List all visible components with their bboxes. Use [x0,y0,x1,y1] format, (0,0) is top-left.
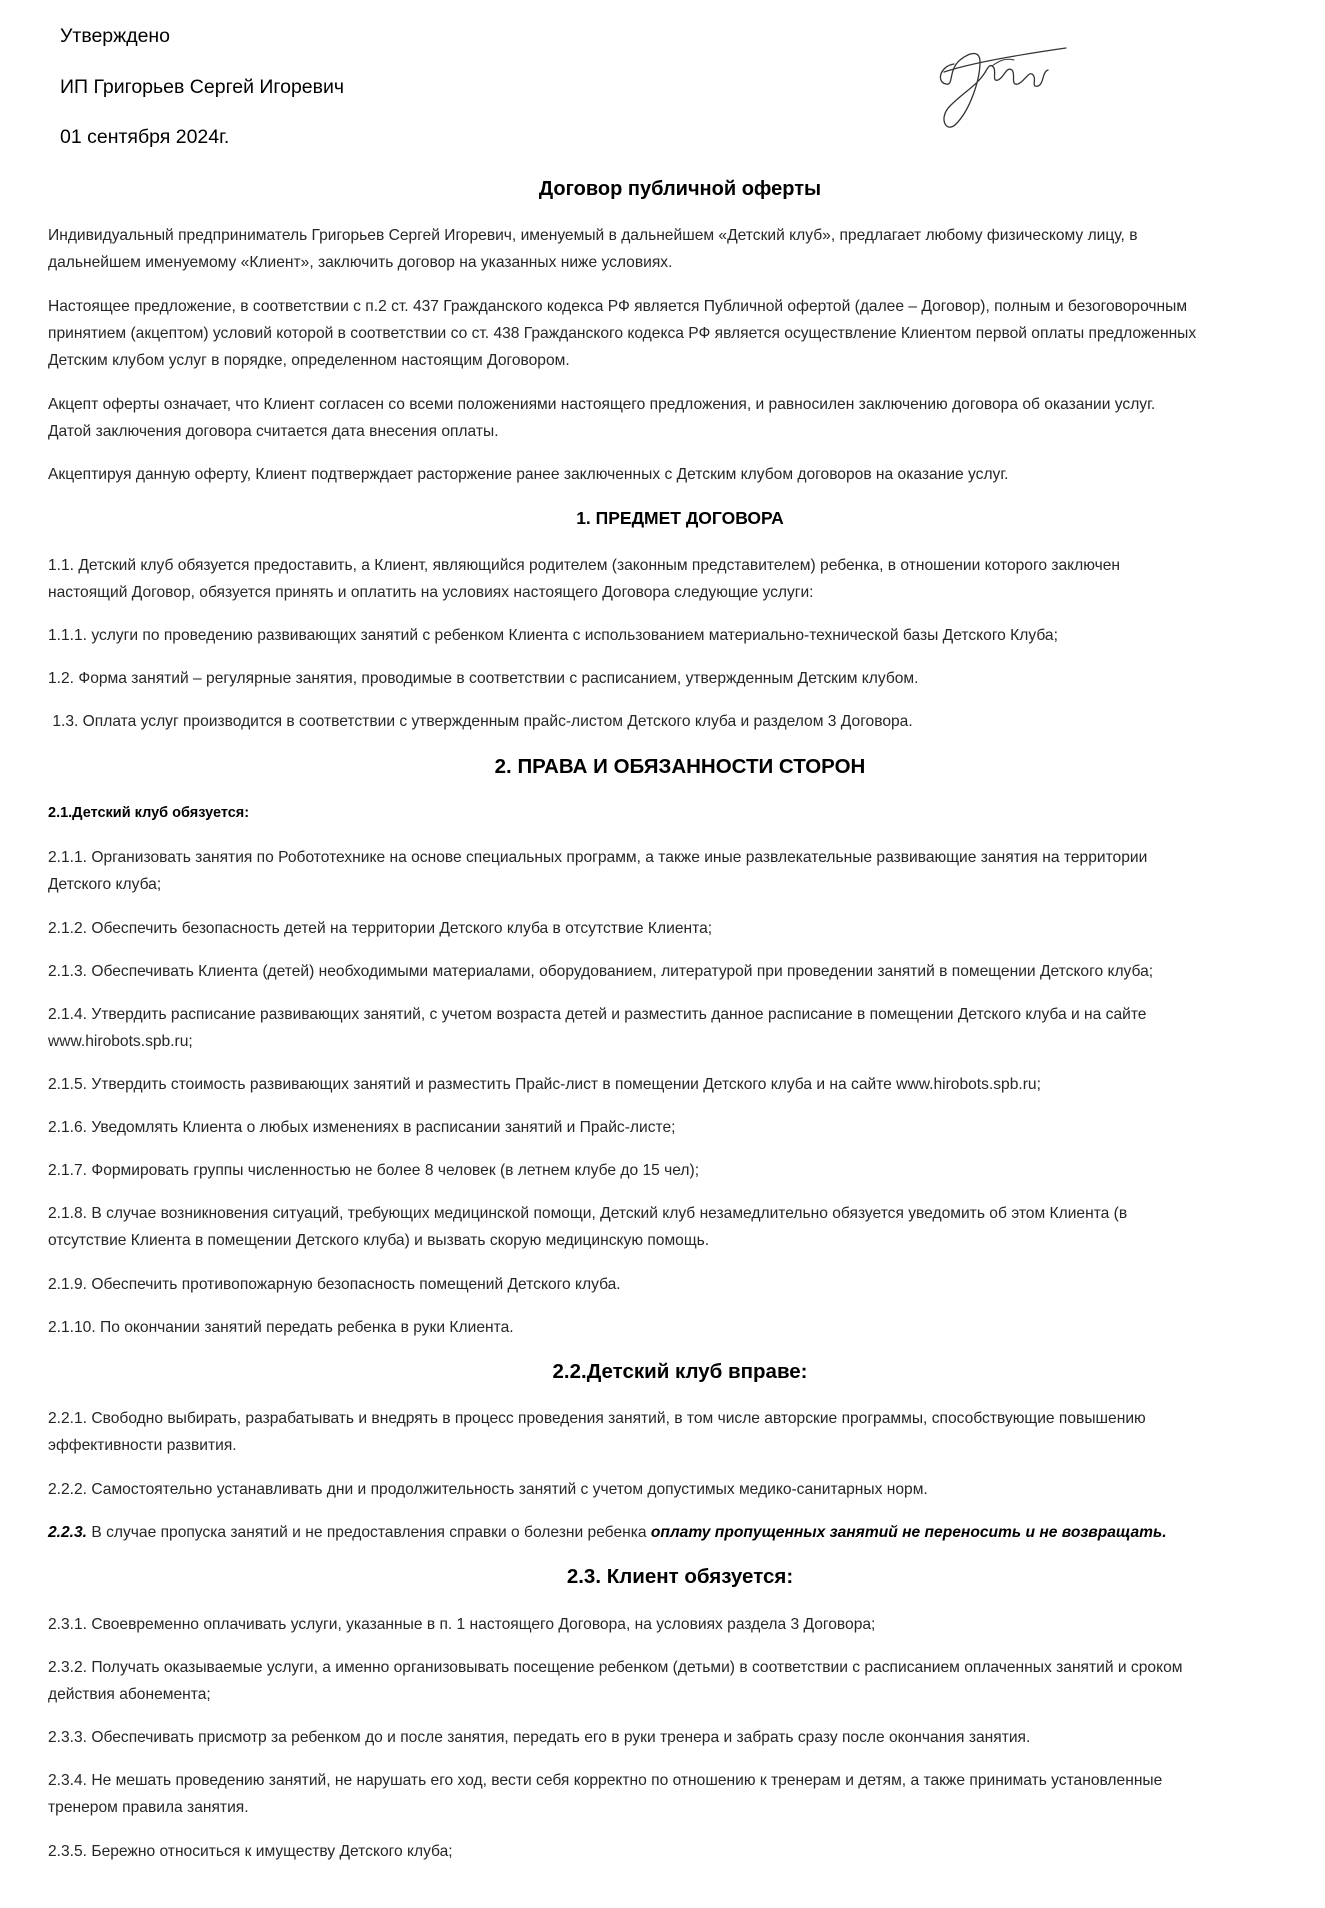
text-line: отсутствие Клиента в помещении Детского клуба) и вызвать скорую медицинскую помощь. [48,1232,710,1249]
text-line: 2.1.6. Уведомлять Клиента о любых изменениях в расписании занятий и Прайс-листе; [48,1119,676,1136]
text-line: Датой заключения договора считается дата внесения оплаты. [48,423,499,440]
clause-text: В случае пропуска занятий и не предоставления справки о болезни ребенка [87,1524,651,1541]
clause-2-1-1 [48,844,1308,898]
text-line: дальнейшем именуемому «Клиент», заключить договор на указанных ниже условиях. [48,254,673,271]
document-title: Договор публичной оферты [538,178,822,200]
text-line: 2.1.7. Формировать группы численностью не более 8 человек (в летнем клубе до 15 чел); [48,1162,700,1179]
approved-label: Утверждено [60,25,171,47]
intro-paragraph-3 [48,391,1308,445]
clause-2-3-2 [48,1654,1308,1708]
text-line: 2.1.4. Утвердить расписание развивающих занятий, с учетом возраста детей и разместить данное расписание в помещении Детского клуба и на сайте [48,1006,1147,1023]
clause-number: 2.2.3. [48,1524,88,1541]
clause-2-2-1 [48,1405,1308,1459]
clause-emphasis: оплату пропущенных занятий не переносить и не возвращать. [650,1524,1167,1541]
text-line: 1.1.1. услуги по проведению развивающих занятий с ребенком Клиента с использованием материально-технической базы Детского Клуба; [48,627,1058,644]
clause-2-3-1 [48,1611,1308,1638]
clause-1-1-1 [48,622,1308,649]
text-line: принятием (акцептом) условий которой в соответствии со ст. 438 Гражданского кодекса РФ является осуществление Клиентом первой оплаты предложенных [48,325,1197,342]
subsection-2-1-heading: 2.1.Детский клуб обязуется: [48,805,250,821]
text-line: 2.3.4. Не мешать проведению занятий, не нарушать его ход, вести себя корректно по отношению к тренерам и детям, а также принимать установленные [48,1772,1163,1789]
text-line: Детским клубом услуг в порядке, определенном настоящим Договором. [48,352,570,369]
text-line: 2.1.5. Утвердить стоимость развивающих занятий и разместить Прайс-лист в помещении Детского клуба и на сайте www.hirobots.spb.ru; [48,1076,1041,1093]
intro-paragraph-1 [48,222,1308,276]
approval-date: 01 сентября 2024г. [60,126,230,148]
clause-2-1-5 [48,1071,1308,1098]
text-line: 2.2.1. Свободно выбирать, разрабатывать и внедрять в процесс проведения занятий, в том числе авторские программы, способствующие повышению [48,1410,1146,1427]
clause-2-1-7 [48,1157,1308,1184]
clause-2-1-2 [48,915,1308,942]
clause-2-1-4 [48,1001,1308,1055]
text-line: эффективности развития. [48,1437,237,1454]
clause-1-3 [48,708,1308,735]
clause-2-1-8 [48,1200,1308,1254]
text-line: 1.1. Детский клуб обязуется предоставить, а Клиент, являющийся родителем (законным представителем) ребенка, в отношении которого заключен [48,557,1121,574]
text-line: 2.1.2. Обеспечить безопасность детей на территории Детского клуба в отсутствие Клиента; [48,920,713,937]
text-line: 2.1.8. В случае возникновения ситуаций, требующих медицинской помощи, Детский клуб незамедлительно обязуется уведомить об этом Клиента (в [48,1205,1128,1222]
text-line: 2.1.1. Организовать занятия по Робототехнике на основе специальных программ, а также иные развлекательные развивающие занятия на территории [48,849,1148,866]
signature-icon [934,40,1068,136]
text-line: настоящий Договор, обязуется принять и оплатить на условиях настоящего Договора следующие услуги: [48,584,814,601]
text-line: действия абонемента; [48,1686,211,1703]
clause-2-3-5 [48,1838,1308,1865]
clause-2-2-3 [48,1519,1308,1546]
text-line: Индивидуальный предприниматель Григорьев Сергей Игоревич, именуемый в дальнейшем «Детский клуб», предлагает любому физическому лицу, в [48,227,1138,244]
text-line: 2.1.3. Обеспечивать Клиента (детей) необходимыми материалами, оборудованием, литературой при проведении занятий в помещении Детского клуба; [48,963,1154,980]
clause-2-1-9 [48,1271,1308,1298]
approver-name: ИП Григорьев Сергей Игоревич [60,76,345,98]
text-line: Настоящее предложение, в соответствии с п.2 ст. 437 Гражданского кодекса РФ является Публичной офертой (далее – Договор), полным и безоговорочным [48,298,1188,315]
subsection-2-2-heading: 2.2.Детский клуб вправе: [552,1360,808,1383]
clause-2-1-10 [48,1314,1308,1341]
intro-paragraph-4 [48,461,1308,488]
clause-2-3-3 [48,1724,1308,1751]
text-line: 2.1.10. По окончании занятий передать ребенка в руки Клиента. [48,1319,514,1336]
clause-1-1 [48,552,1308,606]
text-line: 2.3.1. Своевременно оплачивать услуги, указанные в п. 1 настоящего Договора, на условиях раздела 3 Договора; [48,1616,876,1633]
text-line: 2.3.2. Получать оказываемые услуги, а именно организовывать посещение ребенком (детьми) в соответствии с расписанием оплаченных занятий и сроком [48,1659,1183,1676]
text-line [48,1519,1308,1546]
text-line: Акцепт оферты означает, что Клиент согласен со всеми положениями настоящего предложения, и равносилен заключению договора об оказании услуг. [48,396,1156,413]
section-1-title: 1. ПРЕДМЕТ ДОГОВОРА [576,508,784,528]
text-line: Акцептируя данную оферту, Клиент подтверждает расторжение ранее заключенных с Детским клубом договоров на оказание услуг. [48,466,1009,483]
intro-paragraph-2 [48,293,1308,374]
clause-1-2 [48,665,1308,692]
text-line: 1.3. Оплата услуг производится в соответствии с утвержденным прайс-листом Детского клуба и разделом 3 Договора. [48,713,913,730]
text-line: 2.3.5. Бережно относиться к имуществу Детского клуба; [48,1843,453,1860]
text-line: 1.2. Форма занятий – регулярные занятия, проводимые в соответствии с расписанием, утвержденным Детским клубом. [48,670,919,687]
text-line: Детского клуба; [48,876,162,893]
subsection-2-3-heading: 2.3. Клиент обязуется: [566,1565,794,1588]
text-line: www.hirobots.spb.ru; [48,1033,193,1050]
text-line: 2.1.9. Обеспечить противопожарную безопасность помещений Детского клуба. [48,1276,621,1293]
clause-2-1-3 [48,958,1308,985]
text-line: 2.3.3. Обеспечивать присмотр за ребенком до и после занятия, передать его в руки тренера и забрать сразу после окончания занятия. [48,1729,1031,1746]
clause-2-2-2 [48,1476,1308,1503]
clause-2-3-4 [48,1767,1308,1821]
text-line: 2.2.2. Самостоятельно устанавливать дни и продолжительность занятий с учетом допустимых медико-санитарных норм. [48,1481,928,1498]
text-line: тренером правила занятия. [48,1799,249,1816]
clause-2-1-6 [48,1114,1308,1141]
section-2-title: 2. ПРАВА И ОБЯЗАННОСТИ СТОРОН [494,755,866,778]
